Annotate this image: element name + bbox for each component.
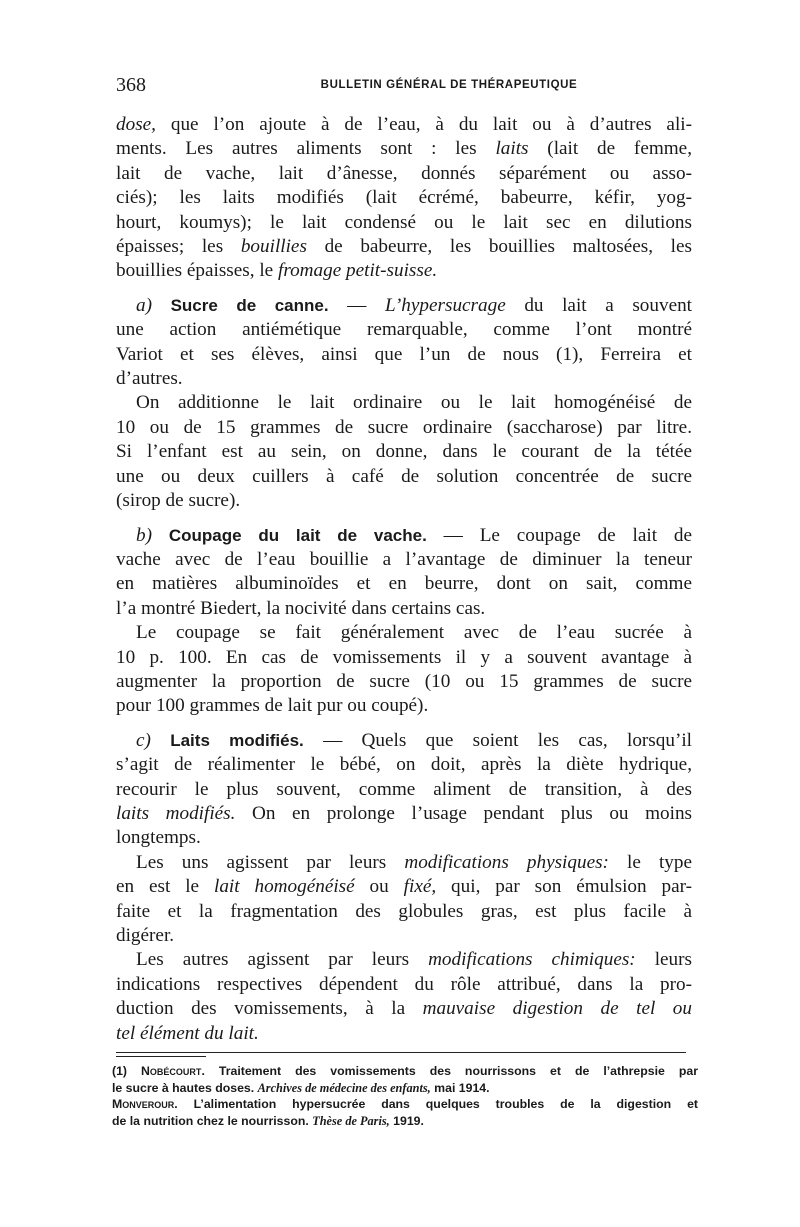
text-line: ments. Les autres aliments sont : les laits (lait de femme, bbox=[116, 138, 692, 160]
text-line: d’autres. bbox=[116, 368, 183, 390]
text-line: bouillies épaisses, le fromage petit-suisse. bbox=[116, 260, 438, 282]
section-c bbox=[116, 729, 692, 1046]
text-line: digérer. bbox=[116, 925, 175, 946]
text-line: épaisses; les bouillies de babeurre, les bouillies maltosées, les bbox=[116, 236, 692, 258]
text-line: faite et la fragmentation des globules gras, est plus facile à bbox=[116, 900, 692, 922]
author-name: Monverour bbox=[112, 1097, 175, 1111]
footnotes bbox=[112, 1063, 698, 1129]
section-b-title: Coupage du lait de vache. bbox=[168, 525, 427, 545]
footnote-divider-short bbox=[116, 1056, 206, 1057]
text-line: laits modifiés. On en prolonge l’usage pendant plus ou moins bbox=[116, 802, 693, 824]
text-line: l’a montré Biedert, la nocivité dans certains cas. bbox=[116, 597, 486, 619]
text-line: (sirop de sucre). bbox=[116, 490, 241, 512]
text-line: tel élément du lait. bbox=[116, 1022, 259, 1044]
paragraph-intro bbox=[116, 113, 692, 284]
text-line: 10 ou de 15 grammes de sucre ordinaire (saccharose) par litre. bbox=[116, 416, 692, 438]
text-line: Le coupage se fait généralement avec de l’eau sucrée à bbox=[136, 622, 692, 644]
text-line: 10 p. 100. En cas de vomissements il y a souvent avantage à bbox=[116, 646, 692, 668]
section-b bbox=[116, 524, 692, 719]
footnote-divider bbox=[116, 1052, 686, 1053]
text-line: Variot et ses élèves, ainsi que l’un de nous (1), Ferreira et bbox=[116, 343, 692, 365]
text-line: longtemps. bbox=[116, 827, 201, 849]
text-line: recourir le plus souvent, comme aliment de transition, à des bbox=[116, 778, 692, 800]
running-title: BULLETIN GÉNÉRAL DE THÉRAPEUTIQUE bbox=[320, 79, 578, 91]
section-c-heading: c) Laits modifiés. — Quels que soient les cas, lorsqu’il bbox=[136, 729, 693, 751]
text-line: en matières albuminoïdes et en beurre, dont on sait, comme bbox=[116, 573, 692, 595]
text-line: Les autres agissent par leurs modifications chimiques: leurs bbox=[136, 949, 692, 971]
text-line: pour 100 grammes de lait pur ou coupé). bbox=[116, 695, 429, 717]
text-line: une ou deux cuillers à café de solution concentrée de sucre bbox=[116, 465, 692, 487]
text-line: dose, que l’on ajoute à de l’eau, à du lait ou à d’autres ali- bbox=[116, 114, 692, 135]
author-name: Nobécourt bbox=[141, 1064, 202, 1078]
text-line: s’agit de réalimenter le bébé, on doit, après la diète hydrique, bbox=[116, 754, 692, 776]
text-line: indications respectives dépendent du rôle attribué, dans la pro- bbox=[116, 973, 692, 995]
text-line: vache avec de l’eau bouillie a l’avantage de diminuer la teneur bbox=[116, 548, 692, 570]
text-line: duction des vomissements, à la mauvaise digestion de tel ou bbox=[116, 998, 692, 1020]
page-header bbox=[116, 74, 692, 100]
section-a bbox=[116, 294, 692, 514]
section-c-title: Laits modifiés. bbox=[170, 730, 304, 750]
footnote-line: le sucre à hautes doses. Archives de médecine des enfants, mai 1914. bbox=[112, 1080, 490, 1095]
section-a-heading: a) Sucre de canne. — L’hypersucrage du lait a souvent bbox=[136, 294, 693, 316]
text-line: Si l’enfant est au sein, on donne, dans le courant de la tétée bbox=[116, 441, 692, 463]
footnote-line: Monverour. L’alimentation hypersucrée dans quelques troubles de la digestion et bbox=[112, 1097, 698, 1111]
text-line: une action antiémétique remarquable, comme l’ont montré bbox=[116, 319, 692, 341]
footnote-line: de la nutrition chez le nourrisson. Thèse de Paris, 1919. bbox=[112, 1113, 424, 1128]
main-text bbox=[116, 113, 692, 1046]
text-line: hourt, koumys); le lait condensé ou le lait sec en dilutions bbox=[116, 211, 692, 233]
text-line: ciés); les laits modifiés (lait écrémé, babeurre, kéfir, yog- bbox=[116, 187, 692, 209]
text-line: en est le lait homogénéisé ou fixé, qui, par son émulsion par- bbox=[116, 876, 692, 898]
text-line: augmenter la proportion de sucre (10 ou 15 grammes de sucre bbox=[116, 670, 692, 692]
text-line: lait de vache, lait d’ânesse, donnés séparément ou asso- bbox=[116, 162, 692, 184]
section-a-title: Sucre de canne. bbox=[170, 295, 329, 315]
page-number: 368 bbox=[116, 74, 146, 96]
text-line: On additionne le lait ordinaire ou le lait homogénéisé de bbox=[136, 392, 692, 414]
footnote-line: (1) Nobécourt. Traitement des vomissements des nourrissons et de l’athrepsie par bbox=[112, 1064, 698, 1078]
text-line: Les uns agissent par leurs modifications physiques: le type bbox=[136, 851, 692, 873]
section-b-heading: b) Coupage du lait de vache. — Le coupage de lait de bbox=[136, 524, 693, 546]
